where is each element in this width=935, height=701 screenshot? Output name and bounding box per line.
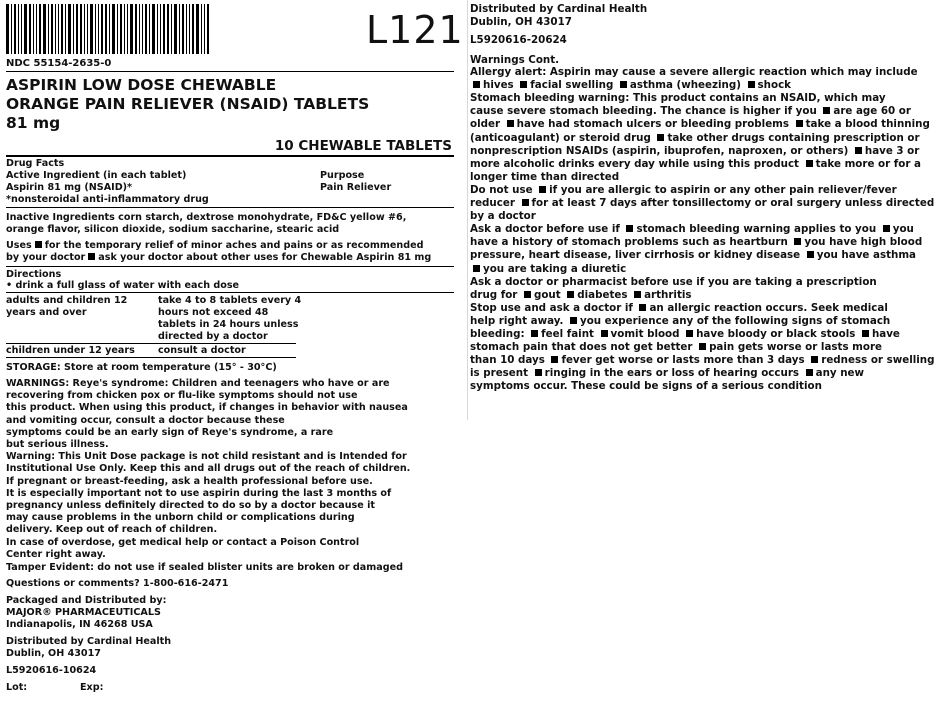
barcode-bar <box>182 4 184 54</box>
bullet-square <box>796 120 803 127</box>
warning-text: shock <box>757 79 792 92</box>
product-title-line: ORANGE PAIN RELIEVER (NSAID) TABLETS <box>6 95 370 113</box>
barcode-bar <box>6 4 9 54</box>
dose-instructions: tablets in 24 hours unless <box>158 319 299 330</box>
barcode-bar <box>68 4 71 54</box>
warnings-line: It is especially important not to use aspirin during the last 3 months of <box>6 487 392 499</box>
dose-instructions: hours not exceed 48 <box>158 307 269 318</box>
count-rule <box>6 155 454 157</box>
warning-text-line <box>470 354 935 368</box>
product-strength: 81 mg <box>6 114 61 132</box>
bullet-square <box>794 238 801 245</box>
barcode-bar <box>186 4 187 54</box>
warning-text: stomach bleeding warning applies to you <box>636 223 880 236</box>
dose-group-children: children under 12 years <box>6 345 135 356</box>
warnings-line: symptoms could be an early sign of Reye's syndrome, a rare <box>6 426 334 438</box>
purpose-value: Pain Reliever <box>320 182 392 193</box>
barcode <box>6 4 256 54</box>
barcode-bar <box>142 4 143 54</box>
warning-text-line <box>470 289 692 303</box>
warning-text-line <box>470 132 920 146</box>
warning-text: have <box>871 328 900 340</box>
barcode-bar <box>117 4 118 54</box>
questions-phone: Questions or comments? 1-800-616-2471 <box>6 578 229 589</box>
warnings-line: and vomiting occur, consult a doctor because these <box>6 414 285 426</box>
dose-instructions: directed by a doctor <box>158 331 268 342</box>
product-title-line: ASPIRIN LOW DOSE CHEWABLE <box>6 76 277 94</box>
bullet-square <box>811 356 818 363</box>
barcode-bar <box>120 4 122 54</box>
warning-text: you have asthma <box>816 249 917 262</box>
packager-address: Indianapolis, IN 46268 USA <box>6 619 153 630</box>
warning-text: have had stomach ulcers or bleeding problems <box>516 118 793 131</box>
bullet-square <box>570 317 577 324</box>
active-ingredient-header: Active Ingredient (in each tablet) <box>6 170 187 181</box>
warning-text-line <box>470 380 822 394</box>
barcode-bar <box>179 4 180 54</box>
warnings-line: WARNINGS: Reye's syndrome: Children and teenagers who have or are <box>6 378 390 389</box>
warning-text: diabetes <box>577 288 632 301</box>
warnings-line: In case of overdose, get medical help or contact a Poison Control <box>6 536 360 548</box>
bullet-square <box>88 253 95 260</box>
warning-text: if you are allergic to aspirin or any other pain reliever/fever <box>549 183 897 196</box>
barcode-bar <box>18 4 19 54</box>
packaged-by: Packaged and Distributed by: <box>6 595 167 606</box>
bullet-square <box>806 160 813 167</box>
lot-label: Lot: <box>6 682 28 693</box>
bullet-square <box>520 81 527 88</box>
barcode-bar <box>58 4 59 54</box>
bullet-square <box>531 330 538 337</box>
barcode-bar <box>80 4 82 54</box>
warning-text-line <box>470 367 864 381</box>
barcode-bar <box>167 4 169 54</box>
lot-number: L5920616-20624 <box>470 34 567 46</box>
bullet-square <box>862 330 869 337</box>
warning-text: more alcoholic drinks every day while using this product <box>470 157 803 170</box>
warning-text: cause severe stomach bleeding. The chance is higher if you <box>470 105 821 118</box>
barcode-bar <box>135 4 137 54</box>
barcode-bar <box>14 4 16 54</box>
dose-group-adults: adults and children 12 <box>6 295 128 306</box>
barcode-bar <box>36 4 37 54</box>
warnings-line: but serious illness. <box>6 439 109 450</box>
label-back-panel <box>470 0 935 701</box>
barcode-bar <box>130 4 133 54</box>
distributor-address: Dublin, OH 43017 <box>470 16 572 28</box>
barcode-bar <box>105 4 107 54</box>
bullet-square <box>522 199 529 206</box>
warning-text: an allergic reaction occurs. Seek medical <box>649 301 888 314</box>
bullet-square <box>601 330 608 337</box>
warning-text: (anticoagulant) or steroid drug <box>470 131 655 144</box>
panel-divider <box>467 0 468 420</box>
warning-text-line <box>470 171 619 185</box>
distributor-address: Dublin, OH 43017 <box>6 648 101 659</box>
warning-text: Stop use and ask a doctor if <box>470 301 637 314</box>
warnings-line: Warning: This Unit Dose package is not child resistant and is Intended for <box>6 451 407 463</box>
warning-text: is present <box>470 367 532 380</box>
warning-text: longer time than directed <box>470 170 620 183</box>
bullet-square <box>634 291 641 298</box>
warning-text: you are taking a diuretic <box>483 262 627 275</box>
barcode-bar <box>48 4 49 54</box>
warning-text: you have high blood <box>804 236 923 249</box>
warning-text-line <box>470 158 921 172</box>
warning-text: take other drugs containing prescription or <box>667 131 920 144</box>
warning-text: take more or for a <box>815 157 921 170</box>
bullet-square <box>473 81 480 88</box>
barcode-bar <box>207 4 209 54</box>
warning-text: gout <box>533 288 565 301</box>
warning-text: than 10 days <box>470 354 549 367</box>
warning-text-line <box>470 276 877 290</box>
bullet-square <box>524 291 531 298</box>
active-ingredient-value: Aspirin 81 mg (NSAID)* <box>6 182 133 193</box>
lot-code: L121 <box>366 8 464 52</box>
barcode-bar <box>152 4 155 54</box>
table-rule <box>6 292 454 293</box>
product-title <box>6 76 456 133</box>
barcode-bar <box>98 4 99 54</box>
warning-text: any new <box>815 367 865 380</box>
nsaid-footnote: *nonsteroidal anti-inflammatory drug <box>6 194 209 205</box>
warning-text-line <box>470 223 914 237</box>
bullet-square <box>855 147 862 154</box>
warning-text: are age 60 or <box>833 105 911 118</box>
barcode-bar <box>101 4 103 54</box>
barcode-bar <box>157 4 158 54</box>
barcode-bar <box>84 4 85 54</box>
warning-text: have 3 or <box>864 144 920 157</box>
warning-text: symptoms occur. These could be signs of a serious condition <box>470 380 822 393</box>
barcode-bar <box>124 4 125 54</box>
warning-text: bleeding: <box>470 328 529 340</box>
barcode-bar <box>95 4 96 54</box>
warning-text: hives <box>483 79 518 92</box>
warning-text-line <box>470 315 890 329</box>
warning-text-line <box>470 328 900 342</box>
inactive-ingredients-cont: orange flavor, silicon dioxide, sodium saccharine, stearic acid <box>6 224 340 235</box>
barcode-bar <box>76 4 78 54</box>
distributor: Distributed by Cardinal Health <box>6 636 172 647</box>
bullet-square <box>507 120 514 127</box>
barcode-bar <box>21 4 22 54</box>
bullet-square <box>551 356 558 363</box>
bullet-square <box>748 81 755 88</box>
warning-text: feel faint <box>541 328 598 340</box>
dose-group-adults-cont: years and over <box>6 307 87 318</box>
warnings-cont-heading: Warnings Cont. <box>470 54 560 66</box>
warning-text: pressure, heart disease, liver cirrhosis or kidney disease <box>470 249 804 262</box>
warnings-line: Center right away. <box>6 548 106 560</box>
barcode-bar <box>33 4 34 54</box>
bullet-square <box>639 304 646 311</box>
barcode-bar <box>29 4 31 54</box>
section-rule <box>6 266 454 267</box>
warning-text: asthma (wheezing) <box>629 79 745 92</box>
inactive-ingredients: Inactive Ingredients corn starch, dextrose monohydrate, FD&C yellow #6, <box>6 212 407 223</box>
warning-text-line <box>470 66 918 80</box>
barcode-bar <box>24 4 27 54</box>
barcode-bar <box>55 4 56 54</box>
children-instructions: consult a doctor <box>158 345 246 356</box>
warning-text-line <box>470 210 536 224</box>
bullet-square <box>626 225 633 232</box>
bullet-square <box>686 330 693 337</box>
barcode-bar <box>109 4 110 54</box>
warnings-line: If pregnant or breast-feeding, ask a health professional before use. <box>6 475 373 487</box>
warning-text-line <box>470 341 882 355</box>
warning-text: stomach pain that does not get better <box>470 341 697 354</box>
warning-text: drug for <box>470 288 521 301</box>
ndc-rule <box>6 71 454 72</box>
warning-text: facial swelling <box>530 79 617 92</box>
warning-text: ringing in the ears or loss of hearing occurs <box>544 367 803 380</box>
storage-info: STORAGE: Store at room temperature (15° - 30°C) <box>6 362 277 373</box>
barcode-bar <box>145 4 147 54</box>
barcode-bar <box>204 4 205 54</box>
warning-text: older <box>470 118 504 131</box>
warning-text: reducer <box>470 197 519 209</box>
bullet-square <box>657 134 664 141</box>
barcode-bar <box>127 4 128 54</box>
warning-text-line <box>470 145 919 159</box>
warning-text: take a blood thinning <box>805 118 930 131</box>
warning-text-line <box>470 263 626 277</box>
bullet-square <box>807 251 814 258</box>
warning-text: Do not use <box>470 183 537 196</box>
bullet-square <box>823 107 830 114</box>
warning-text: have a history of stomach problems such as heartburn <box>470 236 792 249</box>
warnings-line: pregnancy unless definitely directed to do so by a doctor because it <box>6 500 375 511</box>
barcode-bar <box>90 4 93 54</box>
section-rule <box>6 207 454 208</box>
bullet-square <box>535 369 542 376</box>
warning-text: Ask a doctor or pharmacist before use if you are taking a prescription <box>470 275 877 288</box>
barcode-bar <box>11 4 12 54</box>
barcode-bar <box>174 4 177 54</box>
warning-text: you <box>892 223 914 236</box>
warning-text-line <box>470 92 886 106</box>
barcode-bar <box>149 4 150 54</box>
barcode-bar <box>192 4 194 54</box>
barcode-bar <box>196 4 199 54</box>
barcode-bar <box>61 4 63 54</box>
warning-text: you experience any of the following signs of stomach <box>579 314 891 327</box>
bullet-square <box>567 291 574 298</box>
dose-instructions: take 4 to 8 tablets every 4 <box>158 295 302 306</box>
purpose-header: Purpose <box>320 170 365 181</box>
barcode-bar <box>163 4 165 54</box>
warning-text: Stomach bleeding warning: This product contains an NSAID, which may <box>470 92 886 105</box>
barcode-bar <box>73 4 74 54</box>
distributor: Distributed by Cardinal Health <box>470 3 648 15</box>
table-rule <box>6 357 296 358</box>
warning-text: pain gets worse or lasts more <box>709 341 883 354</box>
warnings-line: may cause problems in the unborn child or complications during <box>6 512 355 524</box>
warning-text: fever get worse or lasts more than 3 days <box>561 354 809 367</box>
ndc-number: NDC 55154-2635-0 <box>6 58 112 69</box>
directions-heading: Directions <box>6 269 62 280</box>
warnings-line: this product. When using this product, if changes in behavior with nausea <box>6 402 408 414</box>
barcode-bar <box>112 4 115 54</box>
warning-text: have bloody or black stools <box>696 328 859 340</box>
warning-text: by a doctor <box>470 210 536 223</box>
label-front-panel <box>0 0 462 701</box>
warning-text: for at least 7 days after tonsillectomy or oral surgery unless directed <box>531 197 935 209</box>
warning-text: redness or swelling <box>821 354 935 367</box>
bullet-square <box>883 225 890 232</box>
barcode-bar <box>201 4 202 54</box>
warning-text-line <box>470 302 888 316</box>
uses-line: Uses for the temporary relief of minor aches and pains or as recommended <box>6 240 424 251</box>
bullet-square <box>699 343 706 350</box>
barcode-bar <box>51 4 53 54</box>
barcode-bar <box>65 4 66 54</box>
directions-note: • drink a full glass of water with each dose <box>6 280 240 291</box>
warning-text-line <box>470 118 930 132</box>
lot-number: L5920616-10624 <box>6 665 97 676</box>
warning-text-line <box>470 184 897 198</box>
warning-text-line <box>470 79 791 93</box>
warning-text: Allergy alert: Aspirin may cause a severe allergic reaction which may include <box>470 66 918 78</box>
bullet-square <box>539 186 546 193</box>
bullet-square <box>473 265 480 272</box>
bullet-square <box>35 241 42 248</box>
barcode-bar <box>87 4 88 54</box>
warning-text-line <box>470 105 911 119</box>
warning-text-line <box>470 236 922 250</box>
packager-name: MAJOR® PHARMACEUTICALS <box>6 607 161 618</box>
bullet-square <box>806 369 813 376</box>
barcode-bar <box>171 4 172 54</box>
barcode-bar <box>139 4 140 54</box>
warning-text-line <box>470 197 934 211</box>
warning-text-line <box>470 249 916 263</box>
bullet-square <box>620 81 627 88</box>
warning-text: nonprescription NSAIDs (aspirin, ibuprofen, naproxen, or others) <box>470 144 852 157</box>
drug-facts-heading: Drug Facts <box>6 158 65 169</box>
uses-line: by your doctor ask your doctor about other uses for Chewable Aspirin 81 mg <box>6 252 432 263</box>
tablet-count: 10 CHEWABLE TABLETS <box>274 138 452 154</box>
warning-text: help right away. <box>470 314 567 327</box>
exp-label: Exp: <box>80 682 104 693</box>
warnings-line: Institutional Use Only. Keep this and all drugs out of the reach of children. <box>6 463 411 475</box>
warning-text: vomit blood <box>610 328 684 340</box>
barcode-bar <box>160 4 161 54</box>
warning-text: Ask a doctor before use if <box>470 223 624 236</box>
barcode-bar <box>43 4 46 54</box>
table-rule <box>6 343 296 344</box>
warnings-line: recovering from chicken pox or flu-like symptoms should not use <box>6 390 358 402</box>
barcode-bar <box>189 4 190 54</box>
warnings-line: delivery. Keep out of reach of children. <box>6 524 218 536</box>
tamper-evident: Tamper Evident: do not use if sealed blister units are broken or damaged <box>6 562 403 573</box>
barcode-bar <box>39 4 41 54</box>
warning-text: arthritis <box>644 288 692 301</box>
